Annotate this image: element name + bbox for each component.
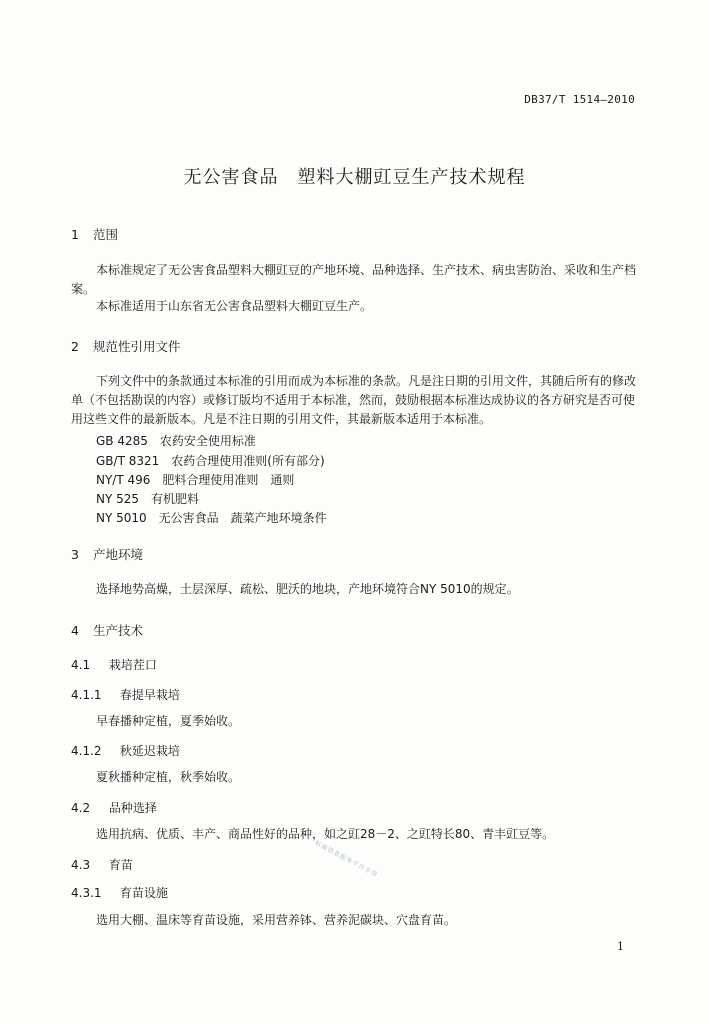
reference-item: NY/T 496 肥料合理使用准则 通则 [96,473,295,487]
section-title: 育苗设施 [119,886,168,900]
section-title: 产地环境 [92,547,143,562]
section-number: 4.2 [71,801,91,815]
section-title: 秋延迟栽培 [119,744,180,758]
section-3-paragraph-1: 选择地势高燥，土层深厚、疏松、肥沃的地块，产地环境符合NY 5010的规定。 [96,582,519,596]
section-title: 育苗 [108,858,133,872]
section-number: 1 [71,227,79,242]
section-1-paragraph-1: 本标准规定了无公害食品塑料大棚豇豆的产地环境、品种选择、生产技术、病虫害防治、采收和生产档案。 [71,263,637,296]
section-2-heading [71,337,181,355]
section-number: 4.1 [71,658,91,672]
section-title: 规范性引用文件 [92,339,181,354]
reference-item: NY 525 有机肥料 [96,492,200,506]
section-4-2-paragraph: 选用抗病、优质、丰产、商品性好的品种，如之豇28－2、之豇特长80、青丰豇豆等。 [96,827,555,841]
section-number: 4.3.1 [71,886,102,900]
section-3-heading [71,545,143,563]
section-title: 春提早栽培 [119,688,180,702]
watermark-stamp: 标准信息服务平台专用 [313,839,379,879]
section-4-3-1-heading [71,884,168,901]
section-number: 4 [71,623,79,638]
section-number: 4.1.1 [71,688,102,702]
reference-item: NY 5010 无公害食品 蔬菜产地环境条件 [96,511,327,525]
section-number: 2 [71,339,79,354]
section-4-1-heading [71,656,157,673]
section-4-1-2-paragraph: 夏秋播种定植，秋季始收。 [96,770,241,784]
section-title: 范围 [92,227,118,242]
section-title: 品种选择 [108,801,157,815]
reference-item: GB/T 8321 农药合理使用准则(所有部分) [96,454,325,468]
section-1-heading [71,225,118,243]
section-4-2-heading [71,799,157,816]
reference-item: GB 4285 农药安全使用标准 [96,434,256,448]
section-title: 栽培茬口 [108,658,157,672]
section-title: 生产技术 [92,623,143,638]
section-number: 4.1.2 [71,744,102,758]
section-4-1-2-heading [71,742,180,759]
section-4-1-1-paragraph: 早春播种定植，夏季始收。 [96,714,241,728]
section-4-3-1-paragraph: 选用大棚、温床等育苗设施，采用营养钵、营养泥碳块、穴盘育苗。 [96,913,457,927]
section-2-paragraph-1: 下列文件中的条款通过本标准的引用而成为本标准的条款。凡是注日期的引用文件，其随后所有的修改单（不包括勘误的内容）或修订版均不适用于本标准，然而，鼓励根据本标准达成协议的各方研究是否可使用这些文件的最新版本。凡是不注日期的引用文件，其最新版本适用于本标准。 [71,374,637,426]
section-number: 4.3 [71,858,91,872]
section-1-paragraph-2: 本标准适用于山东省无公害食品塑料大棚豇豆生产。 [96,299,373,313]
section-4-3-heading [71,856,133,873]
section-4-1-1-heading [71,686,180,703]
section-4-heading [71,621,143,639]
document-title: 无公害食品 塑料大棚豇豆生产技术规程 [183,167,526,188]
page-number: 1 [617,940,624,953]
standard-number: DB37/T 1514—2010 [524,93,635,106]
section-number: 3 [71,547,79,562]
